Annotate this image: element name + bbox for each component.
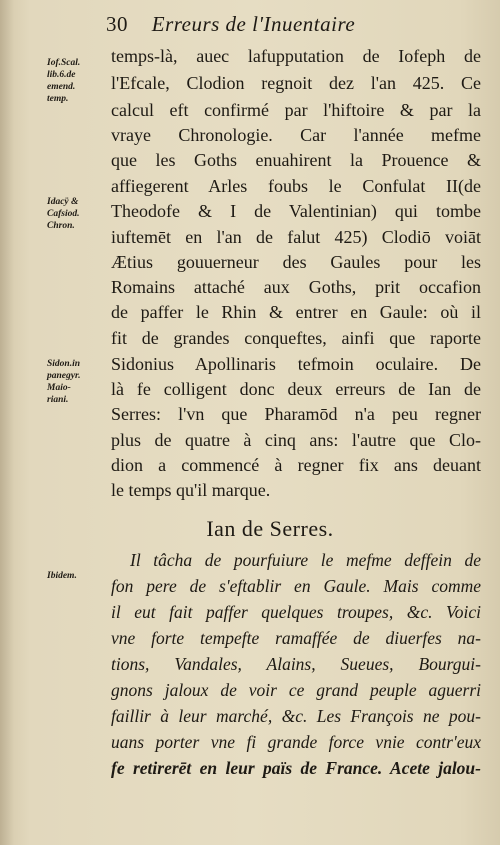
margin-note-line: panegyr. — [47, 371, 81, 381]
body-line: Romains attaché aux Goths, prit occafion — [111, 277, 481, 297]
body-line: là fe colligent donc deux erreurs de Ian de — [111, 379, 481, 399]
body-line: Sidonius Apollinaris tefmoin oculaire. De — [111, 354, 481, 374]
body-line: calcul eft confirmé par l'hiftoire & par la — [111, 100, 481, 120]
body-line: fit de grandes conqueftes, ainfi que raporte — [111, 328, 481, 348]
quote-line: vne forte tempefte ramaffée de diuerfes na- — [111, 628, 481, 648]
body-line: Theodofe & I de Valentinian) qui tombe — [111, 201, 481, 221]
quote-line: il eut fait paffer quelques troupes, &c. Voici — [111, 602, 481, 622]
body-line: plus de quatre à cinq ans: l'autre que Clo- — [111, 430, 481, 450]
margin-note-idacius — [47, 196, 107, 232]
body-line: iuftemēt en l'an de falut 425) Clodiō voiāt — [111, 227, 481, 247]
quote-line: faillir à leur marché, &c. Les François ne pou- — [111, 706, 481, 726]
body-line: vraye Chronologie. Car l'année mefme — [111, 125, 481, 145]
margin-note-line: Cafsiod. — [47, 209, 80, 219]
body-line: que les Goths enuahirent la Prouence & — [111, 150, 481, 170]
body-line: temps-là, auec lafupputation de Iofeph de — [111, 46, 481, 66]
body-line: Serres: l'vn que Pharamōd n'a peu regner — [111, 404, 481, 424]
body-line: l'Efcale, Clodion regnoit dez l'an 425. Ce — [111, 73, 481, 93]
body-line: dion a commencé à regner fix ans deuant — [111, 455, 481, 475]
quote-line: Il tâcha de pourfuiure le mefme deffein de — [130, 550, 481, 570]
margin-note-line: Idacÿ & — [47, 197, 79, 207]
margin-note-line: Sidon.in — [47, 359, 81, 369]
quote-line: fe retirerēt en leur païs de France. Acete jalou- — [111, 758, 481, 778]
margin-note-line: riani. — [47, 395, 69, 405]
page-number: 30 — [106, 12, 128, 36]
margin-note-ibidem — [47, 570, 107, 582]
margin-note-line: Iof.Scal. — [47, 58, 81, 68]
body-line: le temps qu'il marque. — [111, 480, 271, 500]
margin-note-sidonius — [47, 358, 107, 406]
body-line: de paffer le Rhin & entrer en Gaule: où il — [111, 302, 481, 322]
margin-note-line: emend. — [47, 82, 76, 92]
running-title: Erreurs de l'Inuentaire — [151, 12, 356, 36]
margin-note-line: Maio- — [47, 383, 71, 393]
margin-note-line: lib.6.de — [47, 70, 76, 80]
margin-note-line: temp. — [47, 94, 69, 104]
quote-line: uans porter vne fi grande force vnie contr'eux — [111, 732, 481, 752]
body-line: Ætius gouuerneur des Gaules pour les — [111, 252, 481, 272]
quote-line: fon pere de s'eftablir en Gaule. Mais comme — [111, 576, 481, 596]
quote-line: tions, Vandales, Alains, Sueues, Bourgui- — [111, 654, 481, 674]
margin-note-line: Chron. — [47, 221, 75, 231]
body-line: affiegerent Arles foubs le Confulat II(de — [111, 176, 481, 196]
quote-line: gnons jaloux de voir ce grand peuple aguerri — [111, 680, 481, 700]
section-title: Ian de Serres. — [206, 516, 334, 541]
running-header — [106, 12, 476, 37]
margin-note-line: Ibidem. — [47, 571, 77, 581]
margin-note-scaliger — [47, 57, 107, 105]
